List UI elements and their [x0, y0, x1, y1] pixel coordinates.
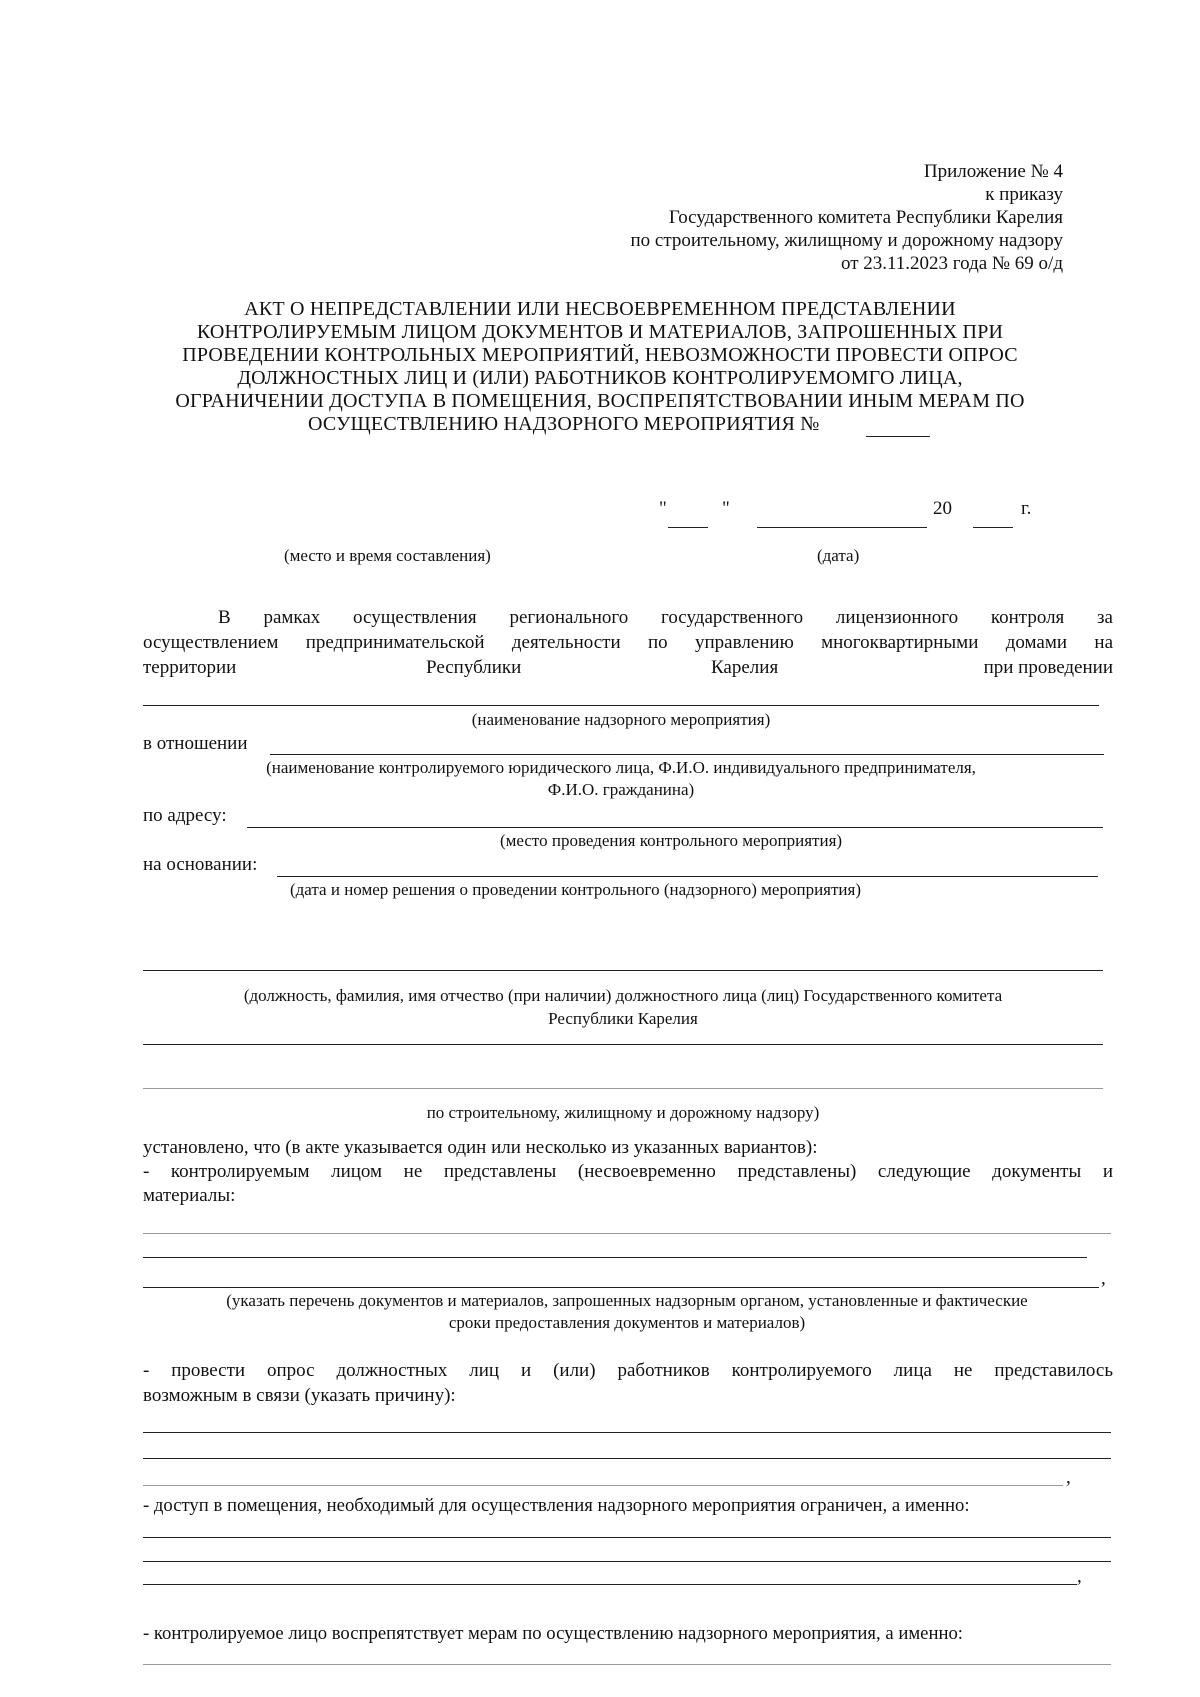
- entity-name-field[interactable]: [270, 754, 1104, 755]
- year-prefix: 20: [933, 498, 952, 519]
- obstruction-field-1[interactable]: [143, 1664, 1111, 1665]
- caption-official-2: Республики Карелия: [548, 1009, 698, 1028]
- caption-entity-name-1: (наименование контролируемого юридического лица, Ф.И.О. индивидуального предпринимателя,: [266, 758, 976, 777]
- caption-date: (дата): [817, 546, 860, 565]
- title-line-2: КОНТРОЛИРУЕМЫМ ЛИЦОМ ДОКУМЕНТОВ И МАТЕРИАЛОВ, ЗАПРОШЕННЫХ ПРИ: [196, 321, 1004, 343]
- caption-official-1: (должность, фамилия, имя отчество (при наличии) должностного лица (лиц) Государственного комитета: [243, 986, 1003, 1005]
- committee-name: Государственного комитета Республики Карелия: [668, 207, 1063, 228]
- intro-line-2: осуществлением предпринимательской деятельности по управлению многоквартирными домами на: [143, 632, 1113, 653]
- item4-text: - контролируемое лицо воспрепятствует мерам по осуществлению надзорного мероприятия, а именно:: [143, 1623, 963, 1644]
- title-line-6: ОСУЩЕСТВЛЕНИЮ НАДЗОРНОГО МЕРОПРИЯТИЯ №: [308, 413, 820, 435]
- day-field[interactable]: [668, 527, 708, 528]
- title-line-1: АКТ О НЕПРЕДСТАВЛЕНИИ ИЛИ НЕСВОЕВРЕМЕННОМ ПРЕДСТАВЛЕНИИ: [244, 298, 956, 320]
- docs-field-1[interactable]: [143, 1233, 1111, 1234]
- intro-word-republic: Республики: [426, 657, 522, 678]
- date-quote-open: ": [659, 498, 667, 519]
- caption-docs-1: (указать перечень документов и материалов, запрошенных надзорным органом, установленные и фактические: [226, 1291, 1028, 1310]
- order-reference: к приказу: [985, 184, 1063, 205]
- item2-line-1: - провести опрос должностных лиц и (или) работников контролируемого лица не представилось: [143, 1360, 1113, 1381]
- access-field-1[interactable]: [143, 1537, 1111, 1538]
- caption-entity-name-2: Ф.И.О. гражданина): [547, 780, 695, 799]
- item3-text: - доступ в помещения, необходимый для осуществления надзорного мероприятия ограничен, а именно:: [143, 1495, 970, 1516]
- established-text: установлено, что (в акте указывается один или несколько из указанных вариантов):: [143, 1137, 818, 1158]
- access-field-3[interactable]: [143, 1584, 1077, 1585]
- reason-field-1[interactable]: [143, 1432, 1111, 1433]
- act-number-field[interactable]: [866, 436, 930, 437]
- reason-field-2[interactable]: [143, 1458, 1111, 1459]
- access-comma: ,: [1077, 1566, 1082, 1587]
- date-quote-close: ": [722, 498, 730, 519]
- item1-line-2: материалы:: [143, 1185, 236, 1206]
- official-field-2[interactable]: [143, 1044, 1103, 1045]
- address-field[interactable]: [247, 827, 1103, 828]
- docs-comma: ,: [1101, 1268, 1106, 1289]
- year-field[interactable]: [973, 527, 1013, 528]
- caption-decision: (дата и номер решения о проведении контрольного (надзорного) мероприятия): [290, 880, 862, 899]
- intro-word-territory: территории: [143, 657, 237, 678]
- order-date: от 23.11.2023 года № 69 о/д: [840, 253, 1063, 274]
- intro-word-during: при проведении: [983, 657, 1113, 678]
- caption-docs-2: сроки предоставления документов и материалов): [448, 1313, 806, 1332]
- event-name-field[interactable]: [143, 705, 1099, 706]
- title-line-5: ОГРАНИЧЕНИИ ДОСТУПА В ПОМЕЩЕНИЯ, ВОСПРЕПЯТСТВОВАНИИ ИНЫМ МЕРАМ ПО: [175, 390, 1025, 412]
- intro-line-1: В рамках осуществления регионального государственного лицензионного контроля за: [218, 607, 1113, 628]
- docs-field-2[interactable]: [143, 1257, 1087, 1258]
- committee-scope: по строительному, жилищному и дорожному надзору: [630, 230, 1063, 251]
- caption-event-name: (наименование надзорного мероприятия): [471, 710, 771, 729]
- access-field-2[interactable]: [143, 1561, 1111, 1562]
- intro-word-karelia: Карелия: [711, 657, 779, 678]
- title-line-4: ДОЛЖНОСТНЫХ ЛИЦ И (ИЛИ) РАБОТНИКОВ КОНТРОЛИРУЕМОМГО ЛИЦА,: [237, 367, 963, 389]
- year-suffix: г.: [1021, 498, 1032, 519]
- official-field-3[interactable]: [143, 1088, 1103, 1089]
- item1-line-1: - контролируемым лицом не представлены (несвоевременно представлены) следующие документы и: [143, 1161, 1113, 1182]
- reason-field-3[interactable]: [143, 1485, 1063, 1486]
- address-label: по адресу:: [143, 805, 227, 826]
- in-relation-label: в отношении: [143, 733, 248, 754]
- reason-comma: ,: [1066, 1467, 1071, 1488]
- caption-place-event: (место проведения контрольного мероприятия): [500, 831, 843, 850]
- appendix-number: Приложение № 4: [923, 161, 1063, 182]
- caption-official-3: по строительному, жилищному и дорожному надзору): [426, 1103, 820, 1122]
- title-line-3: ПРОВЕДЕНИИ КОНТРОЛЬНЫХ МЕРОПРИЯТИЙ, НЕВОЗМОЖНОСТИ ПРОВЕСТИ ОПРОС: [182, 344, 1018, 366]
- basis-label: на основании:: [143, 854, 258, 875]
- item2-line-2: возможным в связи (указать причину):: [143, 1385, 456, 1406]
- official-field[interactable]: [143, 970, 1103, 971]
- basis-field[interactable]: [277, 876, 1098, 877]
- docs-field-3[interactable]: [143, 1287, 1099, 1288]
- caption-place-time: (место и время составления): [284, 546, 491, 565]
- month-field[interactable]: [757, 527, 927, 528]
